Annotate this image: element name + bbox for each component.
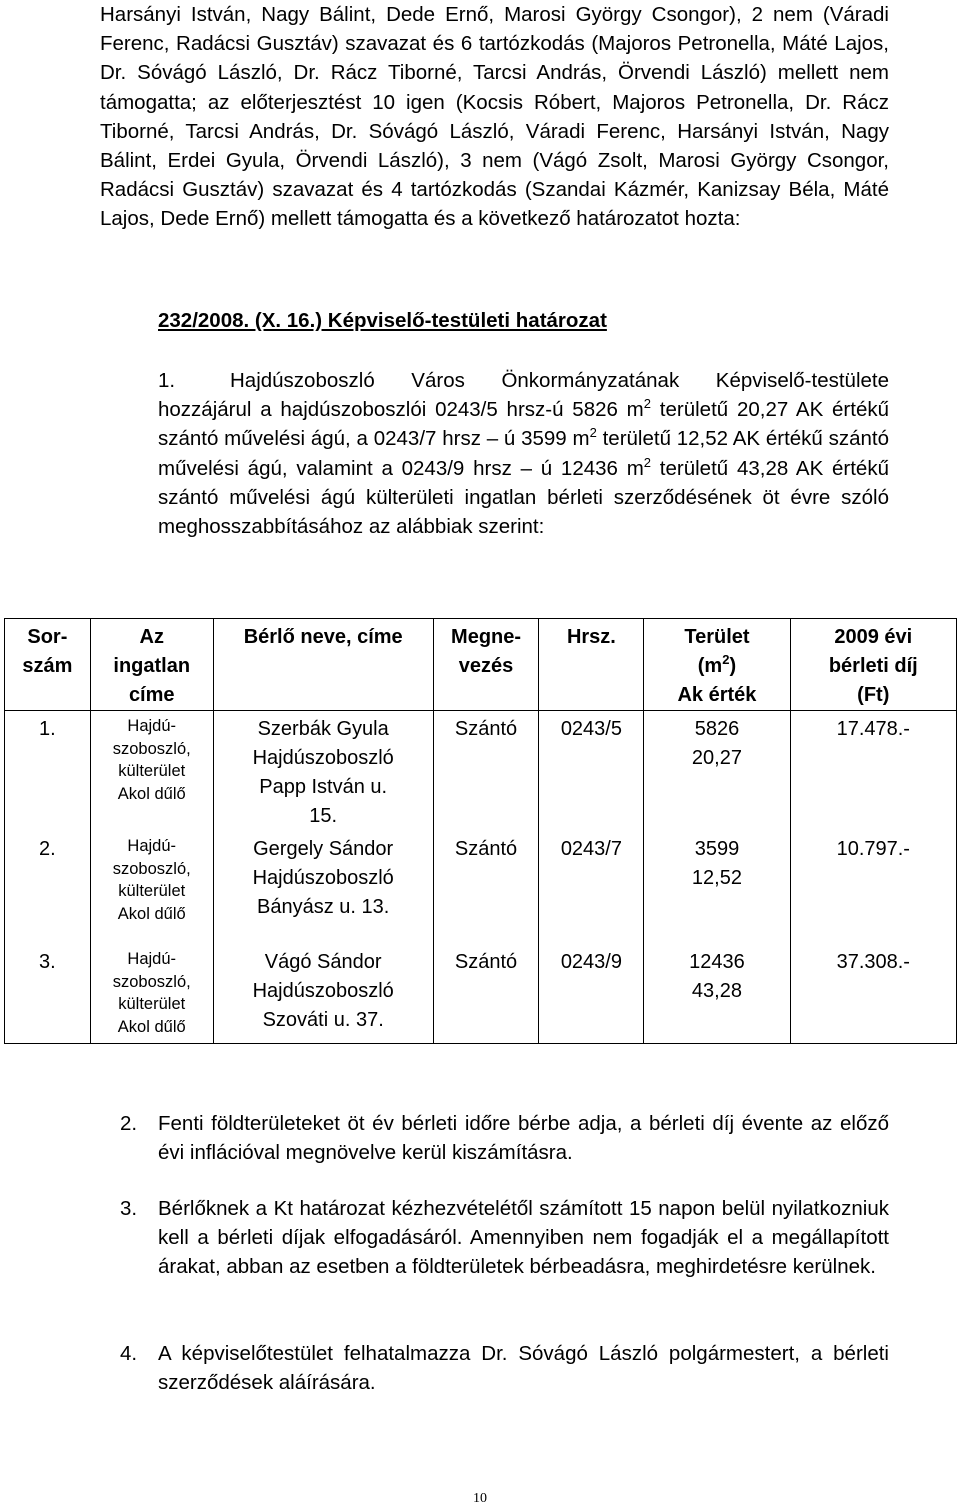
intro-paragraph: Harsányi István, Nagy Bálint, Dede Ernő, Marosi György Csongor), 2 nem (Váradi Ferenc, Radácsi Gusztáv) szavazat és 6 tartózkodás (Majoros Petronella, Máté Lajos, Dr. Sóvágó László, Dr. Rácz Tiborné, Tarcsi András, Örvendi László) mellett nem támogatta; az előterjesztést 10 igen (Kocsis Róbert, Majoros Petronella, Dr. Rácz Tiborné, Tarcsi András, Dr. Sóvágó László, Váradi Ferenc, Harsányi István, Nagy Bálint, Erdei Gyula, Örvendi László), 3 nem (Vágó Zsolt, Marosi György Csongor, Radácsi Gusztáv) szavazat és 4 tartózkodás (Szandai Kázmér, Kanizsay Béla, Máté Lajos, Dede Ernő) mellett támogatta és a következő határozatot hozta:	[100, 3, 889, 231]
cell-tenant: Vágó Sándor Hajdúszoboszló Szováti u. 37.	[213, 926, 433, 1043]
point-number: 4.	[120, 1342, 138, 1365]
page-number: 10	[473, 1491, 487, 1506]
cell-address: Hajdú- szoboszló, külterület Akol dűlő	[90, 926, 213, 1043]
point-text: Fenti földterületeket öt év bérleti időre bérbe adja, a bérleti díj évente az előző évi inflációval megnövelve kerül kiszámításra.	[158, 1112, 889, 1165]
resolution-point-1: 1. Hajdúszoboszló Város Önkormányzatának Képviselő-testülete hozzájárul a hajdúszoboszlói 0243/5 hrsz-ú 5826 $m^2$ területű 20,27 AK értékű szántó művelési ágú, a 0243/7 hrsz – ú 3599 $m^2$ területű 12,52 AK értékű szántó művelési ágú, valamint a 0243/9 hrsz – ú 12436 $m^2$ területű 43,28 AK értékű szántó művelési ágú külterületi ingatlan bérleti szerződésének öt évre szóló meghosszabbításához az alábbiak szerint:	[158, 366, 889, 541]
header-tenant: Bérlő neve, címe	[213, 619, 433, 711]
header-designation: Megne- vezés	[433, 619, 539, 711]
resolution-title: 232/2008. (X. 16.) Képviselő-testületi határozat	[158, 309, 607, 332]
cell-designation: Szántó	[433, 926, 539, 1043]
cell-designation: Szántó	[433, 711, 539, 832]
cell-area: 12436 43,28	[644, 926, 790, 1043]
cell-fee: 10.797.-	[790, 831, 956, 926]
point-text: A képviselőtestület felhatalmazza Dr. Sóvágó László polgármestert, a bérleti szerződések aláírására.	[158, 1342, 889, 1395]
cell-address: Hajdú- szoboszló, külterület Akol dűlő	[90, 711, 213, 832]
table-header-row	[5, 619, 957, 711]
resolution-point-4	[120, 1339, 889, 1397]
point-number: 1.	[158, 369, 176, 392]
cell-tenant: Gergely Sándor Hajdúszoboszló Bányász u. 13.	[213, 831, 433, 926]
cell-hrsz: 0243/9	[539, 926, 644, 1043]
point-number: 3.	[120, 1197, 138, 1220]
cell-serial: 3.	[5, 926, 91, 1043]
resolution-point-3	[120, 1194, 889, 1282]
resolution-point-2	[120, 1109, 889, 1167]
point-number: 2.	[120, 1112, 138, 1135]
table-row	[5, 831, 957, 926]
table-row	[5, 926, 957, 1043]
table-row	[5, 711, 957, 832]
header-area: Terület $(m^2)$ Ak érték	[644, 619, 790, 711]
header-address: Az ingatlan címe	[90, 619, 213, 711]
cell-area: 5826 20,27	[644, 711, 790, 832]
header-serial: Sor- szám	[5, 619, 91, 711]
cell-tenant: Szerbák Gyula Hajdúszoboszló Papp István u. 15.	[213, 711, 433, 832]
cell-serial: 1.	[5, 711, 91, 832]
cell-fee: 17.478.-	[790, 711, 956, 832]
cell-area: 3599 12,52	[644, 831, 790, 926]
cell-address: Hajdú- szoboszló, külterület Akol dűlő	[90, 831, 213, 926]
lease-table	[4, 618, 957, 1044]
cell-hrsz: 0243/7	[539, 831, 644, 926]
header-fee: 2009 évi bérleti díj (Ft)	[790, 619, 956, 711]
point-text: Bérlőknek a Kt határozat kézhezvételétől számított 15 napon belül nyilatkozniuk kell a bérleti díjak elfogadásáról. Amennyiben nem fogadják el a megállapított árakat, abban az esetben a földterületek bérbeadásra, meghirdetésre kerülnek.	[158, 1197, 889, 1279]
cell-serial: 2.	[5, 831, 91, 926]
cell-hrsz: 0243/5	[539, 711, 644, 832]
header-hrsz: Hrsz.	[539, 619, 644, 711]
cell-fee: 37.308.-	[790, 926, 956, 1043]
cell-designation: Szántó	[433, 831, 539, 926]
